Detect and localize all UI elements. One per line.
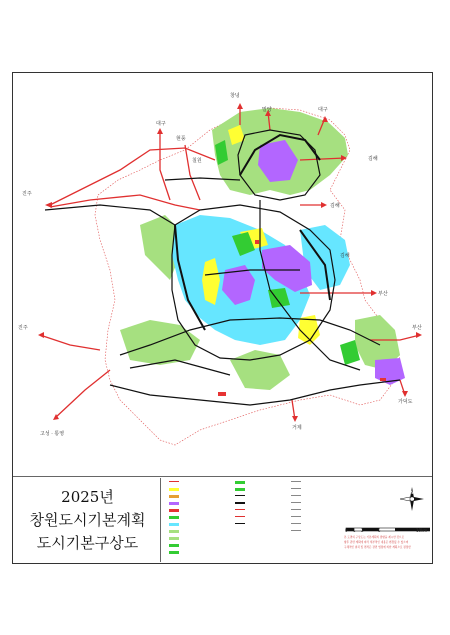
scale-tick-5: 5 [378, 528, 381, 533]
legend-swatch-park [235, 481, 245, 484]
legend-swatch-greenspace [169, 530, 179, 533]
label-jinju-sw: 진주 [18, 325, 28, 331]
legend-swatch-green-3 [169, 551, 179, 554]
legend-swatch-misc-5 [291, 509, 301, 510]
title-line2: 도시기본구상도 [36, 534, 139, 552]
concept-map [13, 73, 432, 475]
bottom-divider [13, 476, 432, 477]
label-busan-e1: 부산 [378, 291, 388, 297]
legend-swatch-commercial [169, 509, 179, 512]
scale-tick-2: 2 [361, 528, 364, 533]
label-goseong: 고성 · 통영 [40, 431, 65, 437]
label-busan-e2: 부산 [412, 325, 422, 331]
label-daegu-ne: 대구 [318, 107, 328, 113]
note-line-2: 향후 관련 계획에 따라 세부적인 내용은 변경될 수 있으며 [344, 541, 409, 544]
legend-swatch-misc-6 [291, 516, 301, 517]
title-year: 2025년 [61, 488, 114, 506]
scale-tick-10km: 10km [416, 528, 428, 533]
title-block [15, 478, 161, 562]
legend-swatch-residential [169, 488, 179, 491]
scale-tick-1: 1 [353, 528, 356, 533]
legend-swatch-road-1 [235, 495, 245, 496]
legend-swatch-misc-2 [291, 488, 301, 489]
note-line-1: 본 도면의 구상도는 기본계획의 방향을 제시한 것으로 [344, 536, 405, 539]
label-gimhae-mid: 김해 [340, 253, 350, 259]
legend-swatch-misc-4 [291, 502, 301, 503]
label-geoje: 거제 [292, 425, 302, 431]
legend-swatch-green-2 [169, 544, 179, 547]
commercial-3 [255, 240, 259, 244]
label-gimhae-e: 김해 [330, 203, 340, 209]
scale-tick-0: 0 [345, 528, 348, 533]
label-jinju-w: 진주 [22, 191, 32, 197]
legend-swatch-industrial [169, 502, 179, 505]
north-label: N [410, 490, 414, 495]
map-legend [163, 478, 338, 562]
green-zone-south [230, 350, 290, 390]
north-arrow-icon [398, 486, 426, 512]
legend-swatch-road-red [169, 481, 179, 482]
legend-swatch-orange [169, 495, 179, 498]
legend-swatch-misc-3 [291, 495, 301, 496]
label-chilwon: 칠원 [192, 158, 202, 164]
label-gimhae-ne: 김해 [368, 156, 378, 162]
legend-swatch-park-2 [235, 488, 245, 491]
legend-swatch-misc-8 [291, 530, 301, 531]
label-milyang: 밀양 [262, 107, 272, 113]
map-note [344, 535, 428, 550]
legend-swatch-road-5 [235, 523, 245, 524]
note-line-3: 구체적인 위치 및 면적은 관련 법령에 의한 계획으로 결정함 [344, 546, 411, 549]
legend-swatch-green [169, 516, 179, 519]
legend-swatch-urban [169, 523, 179, 526]
label-hyeonpung: 현풍 [176, 136, 186, 142]
legend-swatch-road-3 [235, 509, 245, 510]
commercial-1 [218, 392, 226, 396]
green-zone-sw [120, 320, 200, 365]
commercial-2 [380, 378, 386, 381]
label-gadeokdo: 가덕도 [398, 399, 413, 405]
legend-swatch-greenspace-2 [169, 537, 179, 540]
legend-swatch-misc-1 [291, 481, 301, 482]
legend-swatch-misc-7 [291, 523, 301, 524]
label-daegu-n: 대구 [156, 121, 166, 127]
legend-swatch-road-4 [235, 516, 245, 517]
label-changnyeong: 창녕 [230, 93, 240, 99]
legend-swatch-road-2 [235, 502, 245, 504]
title-line1: 창원도시기본계획 [29, 511, 146, 529]
